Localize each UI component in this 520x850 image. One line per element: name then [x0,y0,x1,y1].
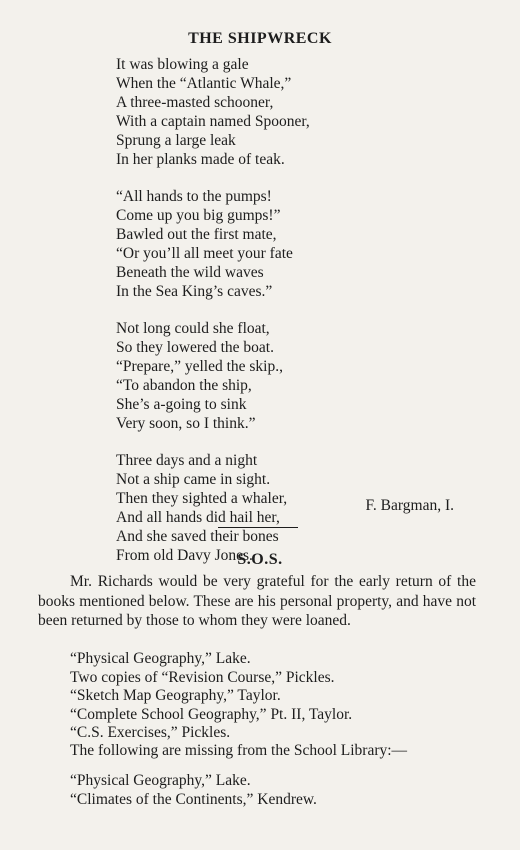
poem-line: With a captain named Spooner, [116,113,310,130]
library-book-item: “Physical Geography,” Lake. [70,772,251,789]
stanza-2 [116,187,456,301]
book-item: Two copies of “Revision Course,” Pickles. [70,668,335,686]
poem-line: When the “Atlantic Whale,” [116,75,292,92]
book-item: “C.S. Exercises,” Pickles. [70,724,231,741]
poem-line: It was blowing a gale [116,56,249,73]
poem-line: And she saved their bones [116,528,279,545]
poem-line: Not a ship came in sight. [116,471,271,488]
book-item: “Physical Geography,” Lake. [70,650,251,667]
poem-line: A three-masted schooner, [116,94,274,111]
library-book-list [70,772,317,809]
poem-line: In the Sea King’s caves.” [116,283,273,300]
poem-line: Very soon, so I think.” [116,415,256,432]
poem-line: Beneath the wild waves [116,264,264,281]
poem-line: “Prepare,” yelled the skip., [116,358,283,375]
book-item: “Complete School Geography,” Pt. II, Taylor. [70,705,353,723]
poem-line: She’s a-going to sink [116,396,247,413]
stanza-3 [116,319,456,433]
poem-line: And all hands did hail her, [116,509,280,526]
sos-title: S.O.S. [237,551,283,568]
poem-line: Then they sighted a whaler, [116,490,288,507]
section-divider [218,527,298,528]
poem-line: Three days and a night [116,452,258,469]
poem-line: In her planks made of teak. [116,151,285,168]
library-book-item: “Climates of the Continents,” Kendrew. [70,790,317,808]
poem-line: “To abandon the ship, [116,377,252,394]
poem-line: From old Davy Jones. [116,547,253,564]
poem-line: So they lowered the boat. [116,339,274,356]
book-list [70,650,352,743]
poem-author: F. Bargman, I. [365,497,454,514]
poem-line: Not long could she float, [116,320,270,337]
poem-line: Come up you big gumps!” [116,207,281,224]
poem-title: THE SHIPWRECK [188,30,332,47]
stanza-1 [116,55,456,169]
book-item: “Sketch Map Geography,” Taylor. [70,687,281,704]
poem-line: Sprung a large leak [116,132,236,149]
poem-line: Bawled out the first mate, [116,226,277,243]
poem-line: “Or you’ll all meet your fate [116,245,293,262]
missing-intro: The following are missing from the School Library:— [70,742,408,759]
sos-paragraph: Mr. Richards would be very grateful for the early return of the books mentioned below. These are his personal property, and have not been returned by those to whom they were loaned. [38,573,476,629]
poem-line: “All hands to the pumps! [116,188,272,205]
